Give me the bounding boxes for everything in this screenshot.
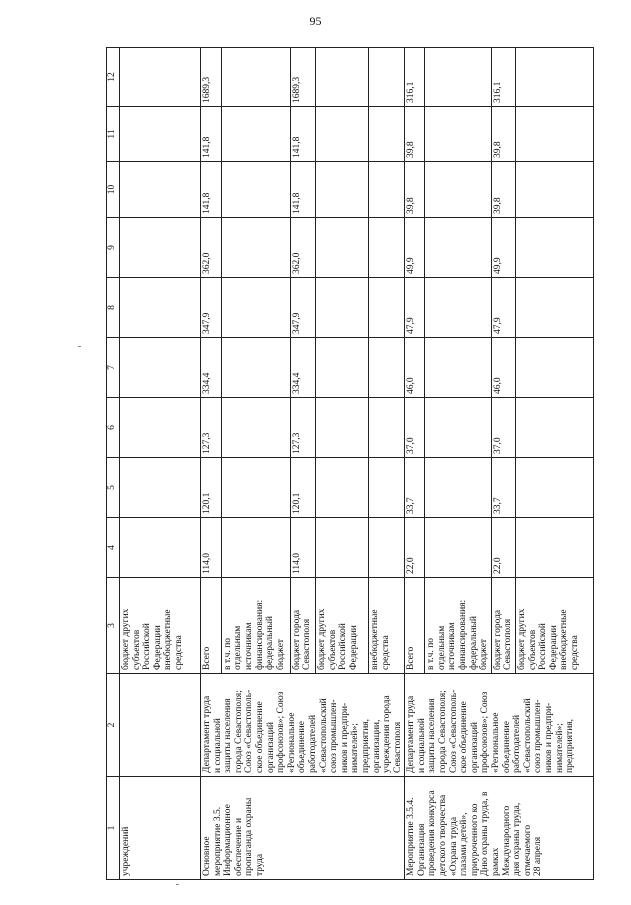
value-cell	[315, 278, 368, 338]
value-cell	[315, 107, 368, 162]
column-number: 6	[107, 398, 120, 458]
page-number: 95	[309, 14, 322, 28]
rotated-table-frame	[106, 48, 580, 880]
funding-source-cell: внебюджетные средства	[368, 578, 404, 674]
value-cell	[315, 162, 368, 218]
value-cell	[221, 338, 290, 398]
value-cell: 127,3	[201, 398, 222, 458]
value-cell: 334,4	[201, 338, 222, 398]
value-cell: 1689,3	[290, 48, 315, 107]
value-cell: 347,9	[201, 278, 222, 338]
value-cell: 334,4	[290, 338, 315, 398]
column-number: 4	[107, 518, 120, 578]
value-cell	[120, 107, 201, 162]
value-cell	[221, 458, 290, 518]
column-number: 12	[107, 48, 120, 107]
value-cell	[516, 458, 594, 518]
value-cell: 362,0	[201, 218, 222, 278]
value-cell	[516, 218, 594, 278]
funding-source-cell: бюджет других субъектов Российской Федерации	[315, 578, 368, 674]
funding-source-cell: бюджет города Севастополя	[290, 578, 315, 674]
funding-source-cell: бюджет города Севастополя	[491, 578, 515, 674]
column-number: 2	[107, 674, 120, 777]
executor-cell: Департамент труда и социальной защиты населения города Севастополя; Союз «Севастополь- ское объединение организаций профсоюзов»; Союз «Региональное объединение работодателей «Севастопольский союз промышлен- ников и предпри- нимателей»; предприятия, организации, учреждения города Севастополя	[201, 674, 405, 777]
column-number: 8	[107, 278, 120, 338]
value-cell	[425, 338, 492, 398]
value-cell: 39,8	[405, 107, 425, 162]
value-cell	[120, 162, 201, 218]
value-cell	[120, 48, 201, 107]
value-cell	[516, 398, 594, 458]
value-cell	[315, 48, 368, 107]
value-cell	[315, 458, 368, 518]
value-cell: 316,1	[405, 48, 425, 107]
value-cell: 49,9	[405, 218, 425, 278]
value-cell: 120,1	[290, 458, 315, 518]
value-cell	[425, 278, 492, 338]
measure-name-cell: Мероприятие 3.5.4. Организация проведения конкурса детского творчества «Охрана труда глазами детей», приуроченного ко Дню охраны труда, в рамках Международного дня охраны труда, отмечаемого 28 апреля	[405, 777, 594, 880]
value-cell	[120, 458, 201, 518]
funding-source-cell: в т.ч. по отдельным источникам финансирования: федеральный бюджет	[221, 578, 290, 674]
value-cell: 46,0	[405, 338, 425, 398]
column-number: 1	[107, 777, 120, 880]
value-cell	[516, 518, 594, 578]
funding-row	[201, 48, 222, 880]
value-cell: 37,0	[405, 398, 425, 458]
value-cell: 39,8	[491, 107, 515, 162]
funding-source-cell: в т.ч. по отдельным источникам финансирования: федеральный бюджет	[425, 578, 492, 674]
value-cell: 33,7	[491, 458, 515, 518]
value-cell	[221, 48, 290, 107]
value-cell: 37,0	[491, 398, 515, 458]
value-cell: 141,8	[290, 107, 315, 162]
value-cell: 47,9	[491, 278, 515, 338]
measure-name-cell: учреждений	[120, 777, 201, 880]
value-cell	[368, 218, 404, 278]
value-cell: 1689,3	[201, 48, 222, 107]
value-cell	[368, 48, 404, 107]
value-cell: 141,8	[201, 107, 222, 162]
value-cell	[120, 518, 201, 578]
value-cell	[120, 338, 201, 398]
value-cell	[315, 518, 368, 578]
value-cell: 46,0	[491, 338, 515, 398]
value-cell: 22,0	[405, 518, 425, 578]
value-cell: 39,8	[405, 162, 425, 218]
value-cell	[425, 518, 492, 578]
value-cell	[368, 278, 404, 338]
value-cell	[425, 218, 492, 278]
value-cell: 141,8	[290, 162, 315, 218]
funding-source-cell: Всего	[201, 578, 222, 674]
value-cell	[120, 218, 201, 278]
scan-mark	[176, 884, 179, 885]
value-cell: 114,0	[290, 518, 315, 578]
value-cell	[516, 338, 594, 398]
table-body	[120, 48, 594, 880]
value-cell	[368, 518, 404, 578]
value-cell	[368, 338, 404, 398]
value-cell	[221, 218, 290, 278]
rotated-table	[106, 48, 580, 880]
value-cell: 127,3	[290, 398, 315, 458]
value-cell	[425, 162, 492, 218]
value-cell	[221, 162, 290, 218]
value-cell	[120, 278, 201, 338]
measure-name-cell: Основное мероприятие 3.5. Информационное обеспечение и пропаганда охраны труда	[201, 777, 405, 880]
value-cell: 347,9	[290, 278, 315, 338]
value-cell	[221, 398, 290, 458]
value-cell	[425, 48, 492, 107]
value-cell	[221, 518, 290, 578]
column-number: 9	[107, 218, 120, 278]
value-cell	[425, 398, 492, 458]
value-cell: 22,0	[491, 518, 515, 578]
column-number: 11	[107, 107, 120, 162]
funding-source-cell: бюджет других субъектов Российской Федерации внебюджетные средства	[516, 578, 594, 674]
value-cell	[425, 107, 492, 162]
value-cell	[221, 107, 290, 162]
value-cell: 316,1	[491, 48, 515, 107]
value-cell: 114,0	[201, 518, 222, 578]
value-cell	[425, 458, 492, 518]
value-cell: 141,8	[201, 162, 222, 218]
value-cell	[315, 398, 368, 458]
value-cell	[368, 107, 404, 162]
value-cell	[368, 398, 404, 458]
value-cell	[221, 278, 290, 338]
value-cell	[120, 398, 201, 458]
continuation-row	[120, 48, 201, 880]
value-cell: 49,9	[491, 218, 515, 278]
value-cell	[315, 218, 368, 278]
executor-cell	[120, 674, 201, 777]
value-cell: 47,9	[405, 278, 425, 338]
column-number: 10	[107, 162, 120, 218]
value-cell	[368, 458, 404, 518]
funding-source-cell: бюджет других субъектов Российской Федерации внебюджетные средства	[120, 578, 201, 674]
funding-row	[405, 48, 425, 880]
column-number-row	[107, 48, 120, 880]
executor-cell: Департамент труда и социальной защиты населения города Севастополя; Союз «Севастополь- ское объединение организаций профсоюзов»; Союз «Региональное объединение работодателей «Севастопольский союз промышлен- ников и предпри- нимателей»; предприятия,	[405, 674, 594, 777]
value-cell: 33,7	[405, 458, 425, 518]
funding-source-cell: Всего	[405, 578, 425, 674]
column-number: 7	[107, 338, 120, 398]
budget-table	[106, 47, 594, 880]
column-number: 5	[107, 458, 120, 518]
value-cell	[516, 278, 594, 338]
value-cell	[315, 338, 368, 398]
value-cell: 120,1	[201, 458, 222, 518]
value-cell	[516, 48, 594, 107]
value-cell: 39,8	[491, 162, 515, 218]
value-cell	[368, 162, 404, 218]
value-cell: 362,0	[290, 218, 315, 278]
column-number: 3	[107, 578, 120, 674]
scan-mark	[78, 346, 81, 347]
value-cell	[516, 162, 594, 218]
value-cell	[516, 107, 594, 162]
